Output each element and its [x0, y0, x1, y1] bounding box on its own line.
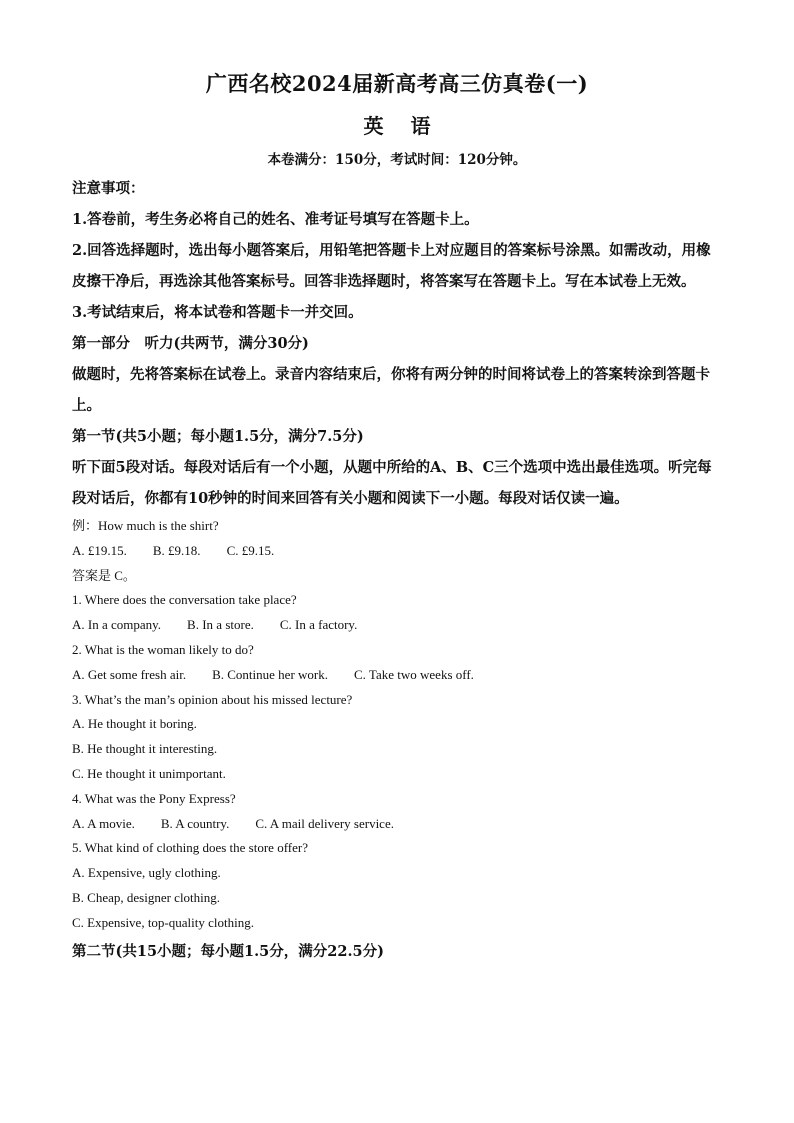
question-3: 3. What’s the man’s opinion about his missed lecture?: [72, 691, 353, 707]
note-item-2: 2.回答选择题时，选出每小题答案后，用铅笔把答题卡上对应题目的答案标号涂黑。如需改动，用橡皮擦干净后，再选涂其他答案标号。回答非选择题时，将答案写在答题卡上。写在本试卷上无效。: [72, 242, 711, 290]
question-3-option-c: C. He thought it unimportant.: [72, 765, 226, 781]
note-item-3: 3.考试结束后，将本试卷和答题卡一并交回。: [72, 304, 363, 321]
option-a: A. £19.15.: [72, 542, 127, 558]
option-b: B. Continue her work.: [212, 666, 328, 682]
question-5-option-c: C. Expensive, top-quality clothing.: [72, 914, 254, 930]
part1-instruction: 做题时，先将答案标在试卷上。录音内容结束后，你将有两分钟的时间将试卷上的答案转涂到答题卡上。: [72, 366, 710, 414]
option-b: B. In a store.: [187, 617, 254, 633]
option-a: A. Get some fresh air.: [72, 666, 187, 682]
option-a: A. A movie.: [72, 815, 135, 831]
question-3-option-a: A. He thought it boring.: [72, 716, 197, 732]
question-1: 1. Where does the conversation take place?: [72, 592, 297, 608]
section2-heading: 第二节(共15小题；每小题1.5分，满分22.5分): [72, 942, 384, 960]
question-5-option-b: B. Cheap, designer clothing.: [72, 889, 221, 905]
score-time-line: 本卷满分：150分，考试时间：120分钟。: [267, 152, 527, 168]
notes-heading: 注意事项：: [72, 180, 145, 197]
exam-content: [72, 173, 722, 967]
question-3-option-b: B. He thought it interesting.: [72, 741, 218, 757]
section1-heading: 第一节(共5小题；每小题1.5分，满分7.5分): [72, 428, 364, 445]
question-2-options: [72, 663, 722, 688]
option-c: C. Take two weeks off.: [354, 666, 474, 682]
note-item-1: 1.答卷前，考生务必将自己的姓名、准考证号填写在答题卡上。: [72, 211, 479, 228]
subject-title: 英 语: [363, 114, 441, 138]
section1-instruction: 听下面5段对话。每段对话后有一个小题，从题中所给的A、B、C三个选项中选出最佳选项。听完每段对话后，你都有10秒钟的时间来回答有关小题和阅读下一小题。每段对话仅读一遍。: [72, 459, 712, 507]
option-c: C. £9.15.: [226, 542, 275, 558]
question-4-options: [72, 812, 722, 837]
question-4: 4. What was the Pony Express?: [72, 790, 236, 806]
question-5: 5. What kind of clothing does the store offer?: [72, 840, 308, 856]
option-a: A. In a company.: [72, 617, 162, 633]
question-5-option-a: A. Expensive, ugly clothing.: [72, 865, 221, 881]
option-c: C. A mail delivery service.: [255, 815, 394, 831]
part1-heading: 第一部分 听力(共两节，满分30分): [72, 335, 309, 352]
option-b: B. A country.: [160, 815, 230, 831]
exam-title: 广西名校2024届新高考高三仿真卷(一): [205, 71, 589, 96]
option-b: B. £9.18.: [152, 542, 201, 558]
question-1-options: [72, 613, 722, 638]
example-options: [72, 539, 722, 564]
option-c: C. In a factory.: [279, 617, 358, 633]
example-answer: 答案是 C。: [72, 567, 136, 583]
example-question: 例：How much is the shirt?: [72, 518, 219, 533]
question-2: 2. What is the woman likely to do?: [72, 641, 254, 657]
